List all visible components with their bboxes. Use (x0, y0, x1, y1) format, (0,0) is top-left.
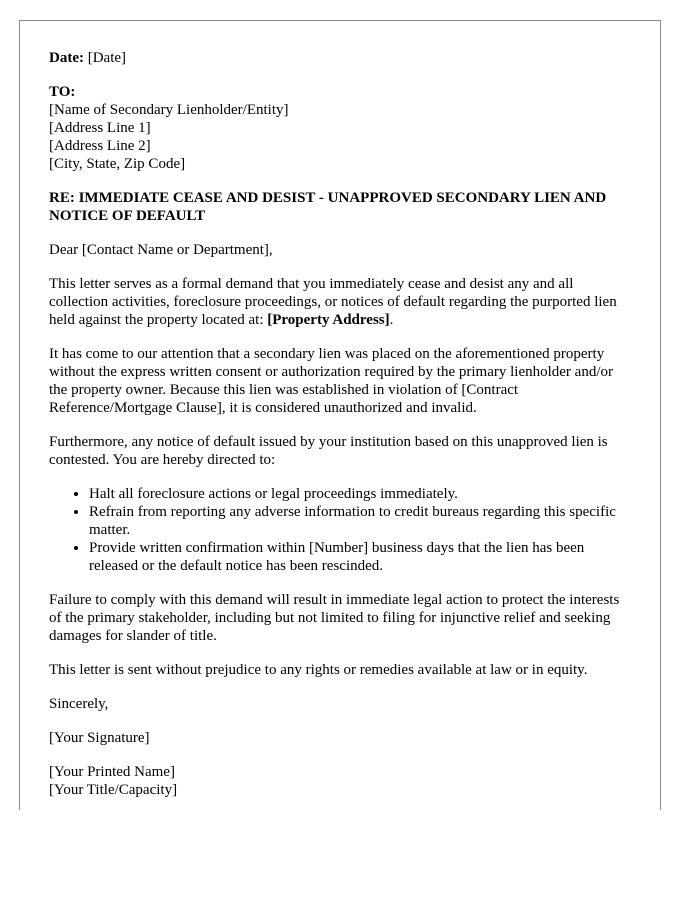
paragraph-without-prejudice: This letter is sent without prejudice to any rights or remedies available at law or in equity. (49, 662, 588, 678)
signature-placeholder: [Your Signature] (49, 730, 150, 746)
recipient-block (49, 83, 631, 173)
letter-page (19, 20, 661, 810)
paragraph-demand-text: This letter serves as a formal demand that you immediately cease and desist any and all collection activities, foreclosure proceedings, or notices of default regarding the purported lien held against the property located at: (49, 276, 617, 328)
directives-list (49, 485, 631, 575)
list-item: • Halt all foreclosure actions or legal proceedings immediately. (89, 485, 631, 503)
date-line (49, 49, 631, 67)
recipient-label: TO: (49, 84, 76, 100)
salutation: Dear [Contact Name or Department], (49, 242, 273, 258)
list-item: • Provide written confirmation within [Number] business days that the lien has been released or the default notice has been rescinded. (89, 539, 631, 575)
paragraph-demand-suffix: . (389, 312, 394, 328)
paragraph-directive-intro: Furthermore, any notice of default issued by your institution based on this unapproved lien is contested. You are hereby directed to: (49, 434, 608, 468)
paragraph-consequences: Failure to comply with this demand will result in immediate legal action to protect the interests of the primary stakeholder, including but not limited to filing for injunctive relief and seeking damages for slander of title. (49, 592, 620, 644)
sender-title: [Your Title/Capacity] (49, 782, 178, 798)
date-label: Date: (49, 50, 84, 66)
recipient-address-line-2: [Address Line 2] (49, 138, 151, 154)
recipient-city-state-zip: [City, State, Zip Code] (49, 156, 186, 172)
paragraph-demand (49, 275, 631, 329)
list-item: • Refrain from reporting any adverse information to credit bureaus regarding this specific matter. (89, 503, 631, 539)
closing: Sincerely, (49, 696, 109, 712)
sender-block (49, 763, 631, 799)
sender-name: [Your Printed Name] (49, 764, 175, 780)
recipient-name: [Name of Secondary Lienholder/Entity] (49, 102, 289, 118)
subject-line: RE: IMMEDIATE CEASE AND DESIST - UNAPPROVED SECONDARY LIEN AND NOTICE OF DEFAULT (49, 190, 607, 224)
recipient-address-line-1: [Address Line 1] (49, 120, 151, 136)
paragraph-background: It has come to our attention that a secondary lien was placed on the aforementioned property without the express written consent or authorization required by the primary lienholder and/or the property owner. Because this lien was established in violation of [Contract Reference/Mortgage Clause], it is considered unauthorized and invalid. (49, 346, 614, 416)
property-address: [Property Address] (267, 312, 390, 328)
date-value: [Date] (83, 50, 127, 66)
